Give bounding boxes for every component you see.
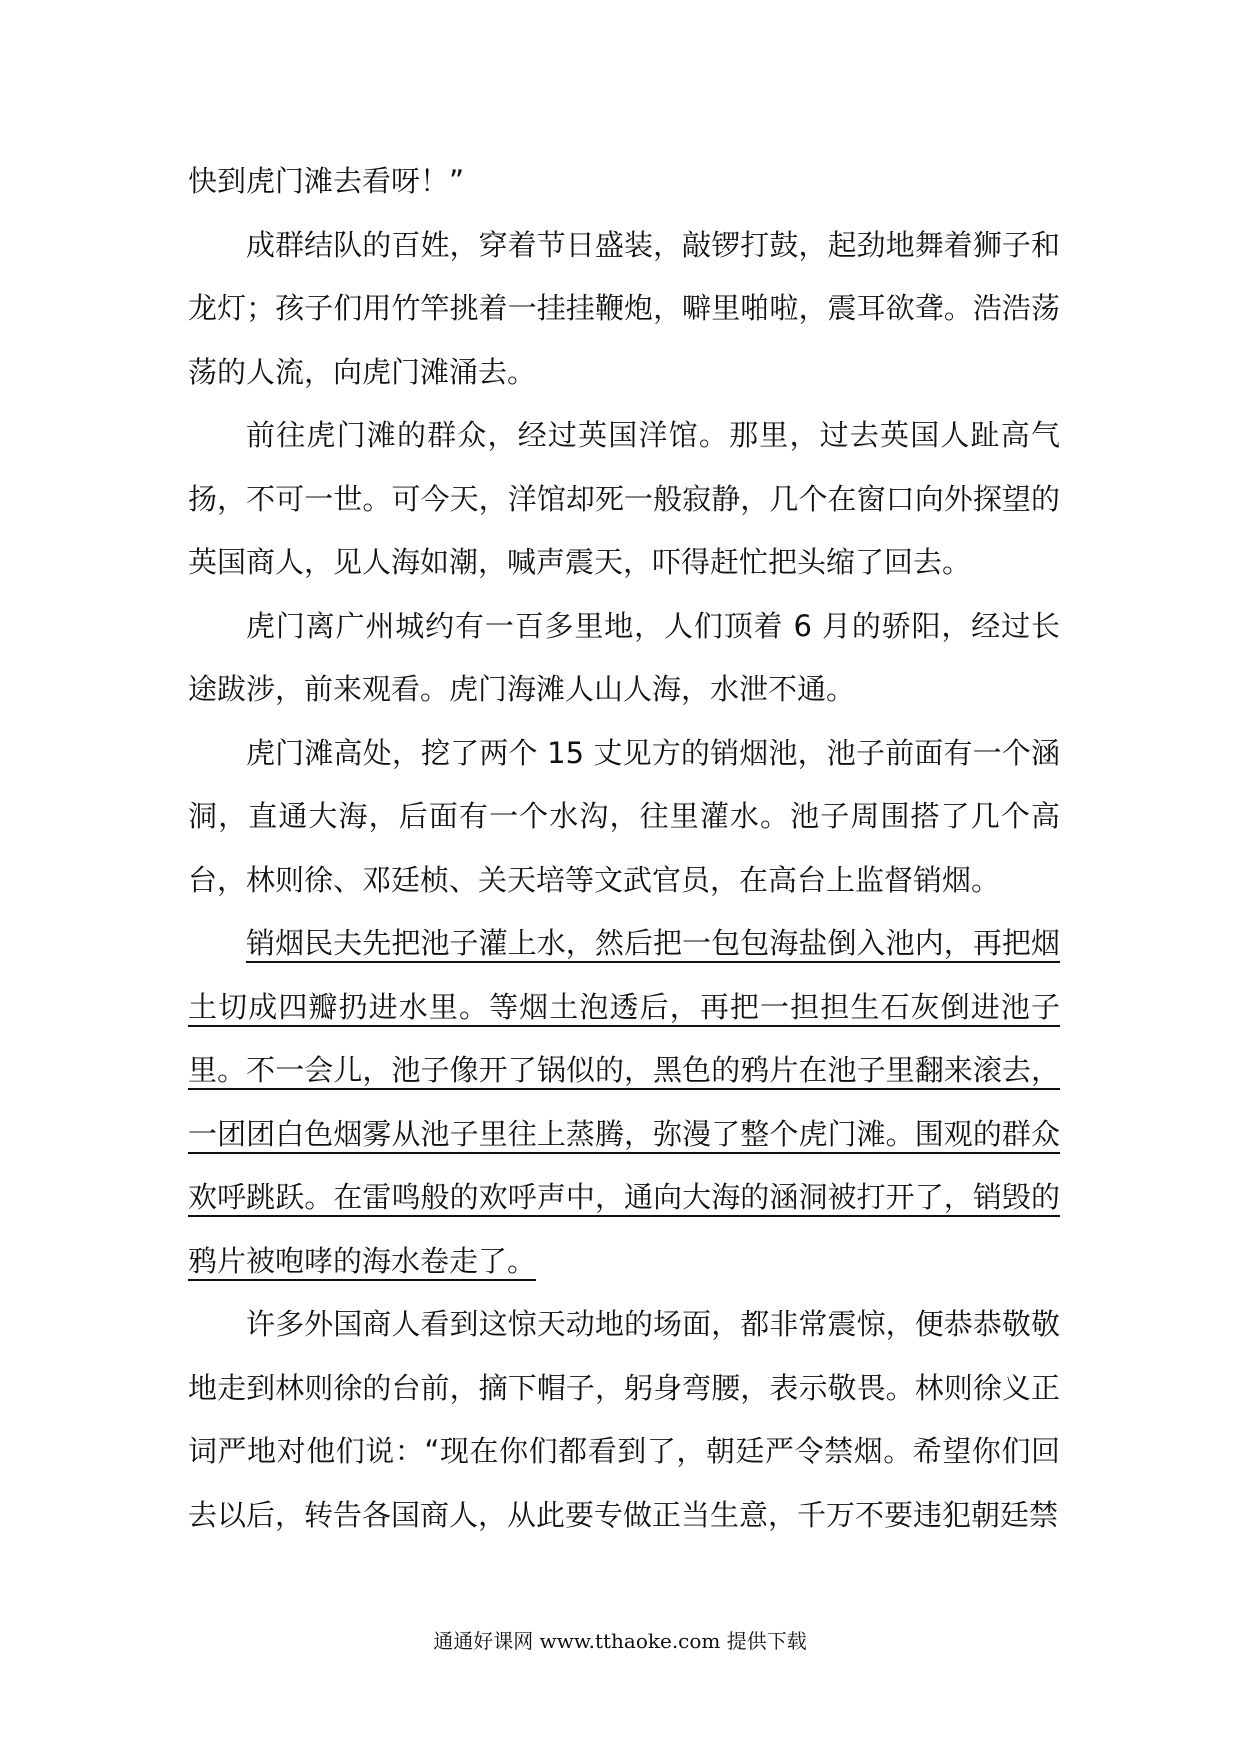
page-footer: 通通好课网 www.tthaoke.com 提供下载 [433, 1629, 807, 1653]
paragraph-4: 虎门离广州城约有一百多里地，人们顶着 6 月的骄阳，经过长途跋涉，前来观看。虎门海滩人山人海，水泄不通。 [188, 608, 1060, 706]
document-body [188, 150, 1060, 1547]
paragraph-2: 成群结队的百姓，穿着节日盛装，敲锣打鼓，起劲地舞着狮子和龙灯；孩子们用竹竿挑着一挂挂鞭炮，噼里啪啦，震耳欲聋。浩浩荡荡的人流，向虎门滩涌去。 [188, 227, 1060, 389]
paragraph-1: 快到虎门滩去看呀！” [188, 164, 465, 198]
paragraph-3: 前往虎门滩的群众，经过英国洋馆。那里，过去英国人趾高气扬，不可一世。可今天，洋馆却死一般寂静，几个在窗口向外探望的英国商人，见人海如潮，喊声震天，吓得赶忙把头缩了回去。 [188, 418, 1060, 579]
underlined-passage: 销烟民夫先把池子灌上水，然后把一包包海盐倒入池内，再把烟土切成四瓣扔进水里。等烟土泡透后，再把一担担生石灰倒进池子里。不一会儿，池子像开了锅似的，黑色的鸦片在池子里翻来滚去，一团团白色烟雾从池子里往上蒸腾，弥漫了整个虎门滩。围观的群众欢呼跳跃。在雷鸣般的欢呼声中，通向大海的涵洞被打开了，销毁的鸦片被咆哮的海水卷走了。 [188, 926, 1060, 1278]
paragraph-7: 许多外国商人看到这惊天动地的场面，都非常震惊，便恭恭敬敬地走到林则徐的台前，摘下帽子，躬身弯腰，表示敬畏。林则徐义正词严地对他们说：“现在你们都看到了，朝廷严令禁烟。希望你们回去以后，转告各国商人，从此要专做正当生意，千万不要违犯朝廷禁 [188, 1307, 1060, 1532]
paragraph-6-underlined [188, 912, 1060, 1293]
paragraph-5: 虎门滩高处，挖了两个 15 丈见方的销烟池，池子前面有一个涵洞，直通大海，后面有一个水沟，往里灌水。池子周围搭了几个高台，林则徐、邓廷桢、关天培等文武官员，在高台上监督销烟。 [188, 735, 1060, 897]
